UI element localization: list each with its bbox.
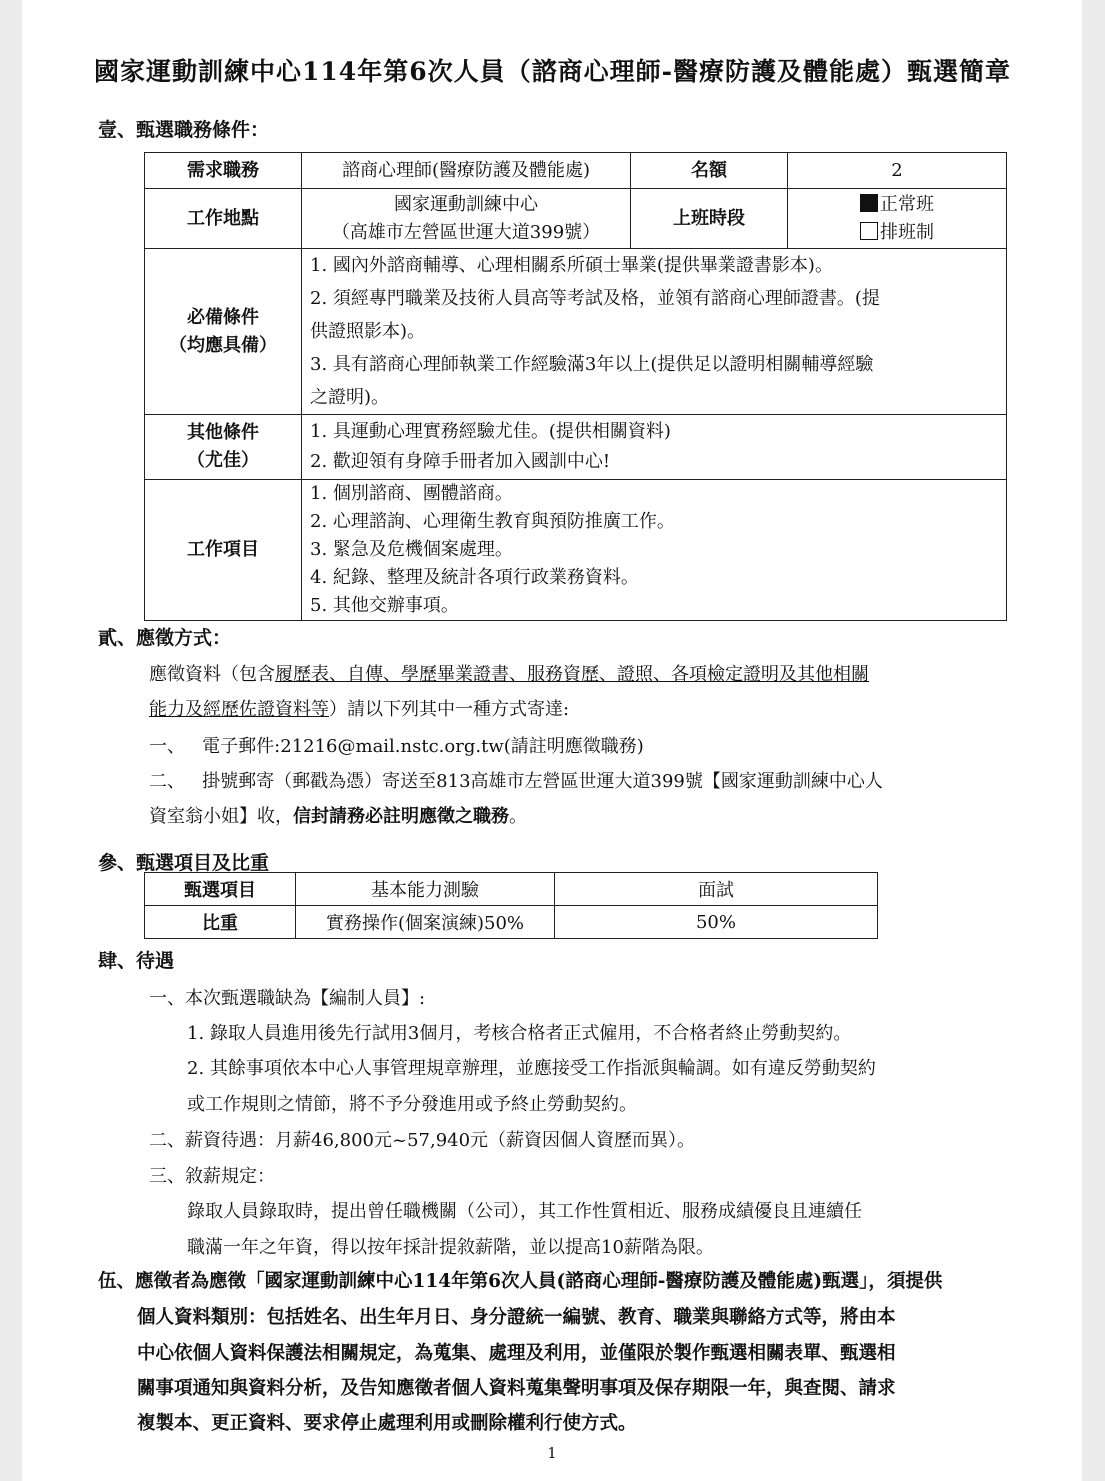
list-item: 1. 個別諮商、團體諮商。 [310, 483, 513, 504]
other-label [145, 415, 302, 480]
job-label: 需求職務 [145, 153, 302, 189]
place-value [302, 189, 631, 249]
table-row [145, 189, 1007, 249]
job-value: 諮商心理師(醫療防護及體能處) [302, 153, 631, 189]
table-row [145, 480, 1007, 621]
method-email [149, 732, 644, 758]
pay-item-b: 二、薪資待遇：月薪46,800元~57,940元（薪資因個人資歷而異）。 [149, 1130, 696, 1151]
method-mail [149, 767, 883, 793]
method-email-number: 一、 [149, 736, 185, 757]
privacy-line-2: 個人資料類別：包括姓名、出生年月日、身分證統一編號、教育、職業與聯絡方式等，將由本 [137, 1307, 896, 1328]
method-mail-line-2 [149, 802, 527, 828]
method-mail-recipient: 資室翁小姐】收， [149, 806, 293, 827]
list-item: 之證明)。 [310, 387, 390, 408]
table-row [145, 415, 1007, 480]
pay-item-a-1: 1. 錄取人員進用後先行試用3個月，考核合格者正式僱用，不合格者終止勞動契約。 [187, 1023, 852, 1044]
required-label-line-1: 必備條件 [187, 306, 259, 328]
method-mail-text: 掛號郵寄（郵戳為憑）寄送至813高雄市左營區世運大道399號【國家運動訓練中心人 [202, 771, 883, 792]
pay-item-c-1: 錄取人員錄取時，提出曾任職機關（公司），其工作性質相近、服務成績優良且連續任 [187, 1201, 862, 1222]
apply-intro-prefix: 應徵資料（包含 [149, 664, 275, 685]
apply-intro-suffix: ）請以下列其中一種方式寄達: [329, 699, 570, 720]
page-title: 國家運動訓練中心114年第6次人員（諮商心理師-醫療防護及體能處）甄選簡章 [94, 57, 1011, 86]
place-label: 工作地點 [145, 189, 302, 249]
requirements-table [144, 152, 1007, 621]
pay-item-a-2: 2. 其餘事項依本中心人事管理規章辦理，並應接受工作指派與輪調。如有違反勞動契約 [187, 1058, 876, 1079]
table-row [145, 249, 1007, 415]
list-item: 1. 國內外諮商輔導、心理相關系所碩士畢業(提供畢業證書影本)。 [310, 255, 833, 276]
required-label-line-2: （均應具備） [169, 334, 277, 356]
shift-option-rotating-label: 排班制 [880, 221, 934, 243]
privacy-line-5: 複製本、更正資料、要求停止處理利用或刪除權利行使方式。 [137, 1413, 637, 1434]
place-line-1: 國家運動訓練中心 [394, 193, 538, 215]
weight-row-interview: 50% [555, 906, 878, 939]
pay-item-a-heading: 一、本次甄選職缺為【編制人員】: [149, 988, 426, 1009]
shift-label: 上班時段 [631, 189, 788, 249]
shift-options [788, 189, 1007, 249]
list-item: 2. 歡迎領有身障手冊者加入國訓中心! [310, 451, 611, 472]
section-3-heading: 參、甄選項目及比重 [98, 852, 270, 874]
pay-item-c-2: 職滿一年之年資，得以按年採計提敘薪階，並以提高10薪階為限。 [187, 1237, 714, 1258]
list-item: 5. 其他交辦事項。 [310, 595, 459, 616]
method-mail-number: 二、 [149, 771, 185, 792]
list-item: 1. 具運動心理實務經驗尤佳。(提供相關資料) [310, 421, 671, 442]
section-4-heading: 肆、待遇 [98, 950, 175, 972]
table-row [145, 153, 1007, 189]
method-email-text: 電子郵件:21216@mail.nstc.org.tw(請註明應徵職務) [202, 736, 644, 757]
method-mail-end: 。 [509, 806, 527, 827]
shift-option-rotating [796, 219, 998, 247]
work-label: 工作項目 [145, 480, 302, 621]
list-item: 供證照影本)。 [310, 321, 426, 342]
pay-item-c-heading: 三、敘薪規定： [149, 1166, 275, 1187]
other-label-line-2: （尤佳） [187, 450, 259, 471]
list-item: 2. 心理諮詢、心理衛生教育與預防推廣工作。 [310, 511, 675, 532]
quota-label: 名額 [631, 153, 788, 189]
other-label-line-1: 其他條件 [187, 422, 259, 443]
section-1-heading: 壹、甄選職務條件： [98, 119, 270, 141]
weight-header-test: 基本能力測驗 [296, 873, 555, 906]
required-conditions [302, 249, 1007, 415]
place-line-2: （高雄市左營區世運大道399號） [331, 221, 601, 243]
quota-value: 2 [788, 153, 1007, 189]
section-2-heading: 貳、應徵方式： [98, 627, 232, 649]
shift-option-normal [796, 191, 998, 219]
privacy-line-1: 伍、應徵者為應徵「國家運動訓練中心114年第6次人員(諮商心理師-醫療防護及體能處)甄選」，須提供 [98, 1271, 943, 1292]
list-item: 3. 緊急及危機個案處理。 [310, 539, 513, 560]
pay-item-a-2-cont: 或工作規則之情節，將不予分發進用或予終止勞動契約。 [187, 1094, 637, 1115]
table-row [145, 873, 878, 906]
document-page [22, 0, 1082, 1481]
weight-row-label: 比重 [145, 906, 296, 939]
weight-row-test: 實務操作(個案演練)50% [296, 906, 555, 939]
apply-docs-underlined: 履歷表、自傳、學歷畢業證書、服務資歷、證照、各項檢定證明及其他相關 [275, 664, 869, 685]
other-conditions [302, 415, 1007, 480]
checked-box-icon [860, 194, 878, 212]
weight-header-interview: 面試 [555, 873, 878, 906]
list-item: 3. 具有諮商心理師執業工作經驗滿3年以上(提供足以證明相關輔導經驗 [310, 354, 874, 375]
list-item: 4. 紀錄、整理及統計各項行政業務資料。 [310, 567, 639, 588]
apply-intro-line-1 [149, 660, 869, 686]
weight-table [144, 872, 878, 939]
unchecked-box-icon [860, 222, 878, 240]
list-item: 2. 須經專門職業及技術人員高等考試及格，並領有諮商心理師證書。(提 [310, 288, 880, 309]
privacy-line-3: 中心依個人資料保護法相關規定，為蒐集、處理及利用，並僅限於製作甄選相關表單、甄選相 [137, 1343, 896, 1364]
privacy-line-4: 關事項通知與資料分析，及告知應徵者個人資料蒐集聲明事項及保存期限一年，與查閱、請求 [137, 1378, 896, 1399]
table-row [145, 906, 878, 939]
apply-intro-line-2 [149, 695, 569, 721]
method-mail-notice: 信封請務必註明應徵之職務 [293, 806, 509, 827]
page-number: 1 [547, 1444, 557, 1462]
required-label [145, 249, 302, 415]
weight-header-item: 甄選項目 [145, 873, 296, 906]
work-items [302, 480, 1007, 621]
apply-docs-underlined-2: 能力及經歷佐證資料等 [149, 699, 329, 720]
shift-option-normal-label: 正常班 [880, 193, 934, 215]
